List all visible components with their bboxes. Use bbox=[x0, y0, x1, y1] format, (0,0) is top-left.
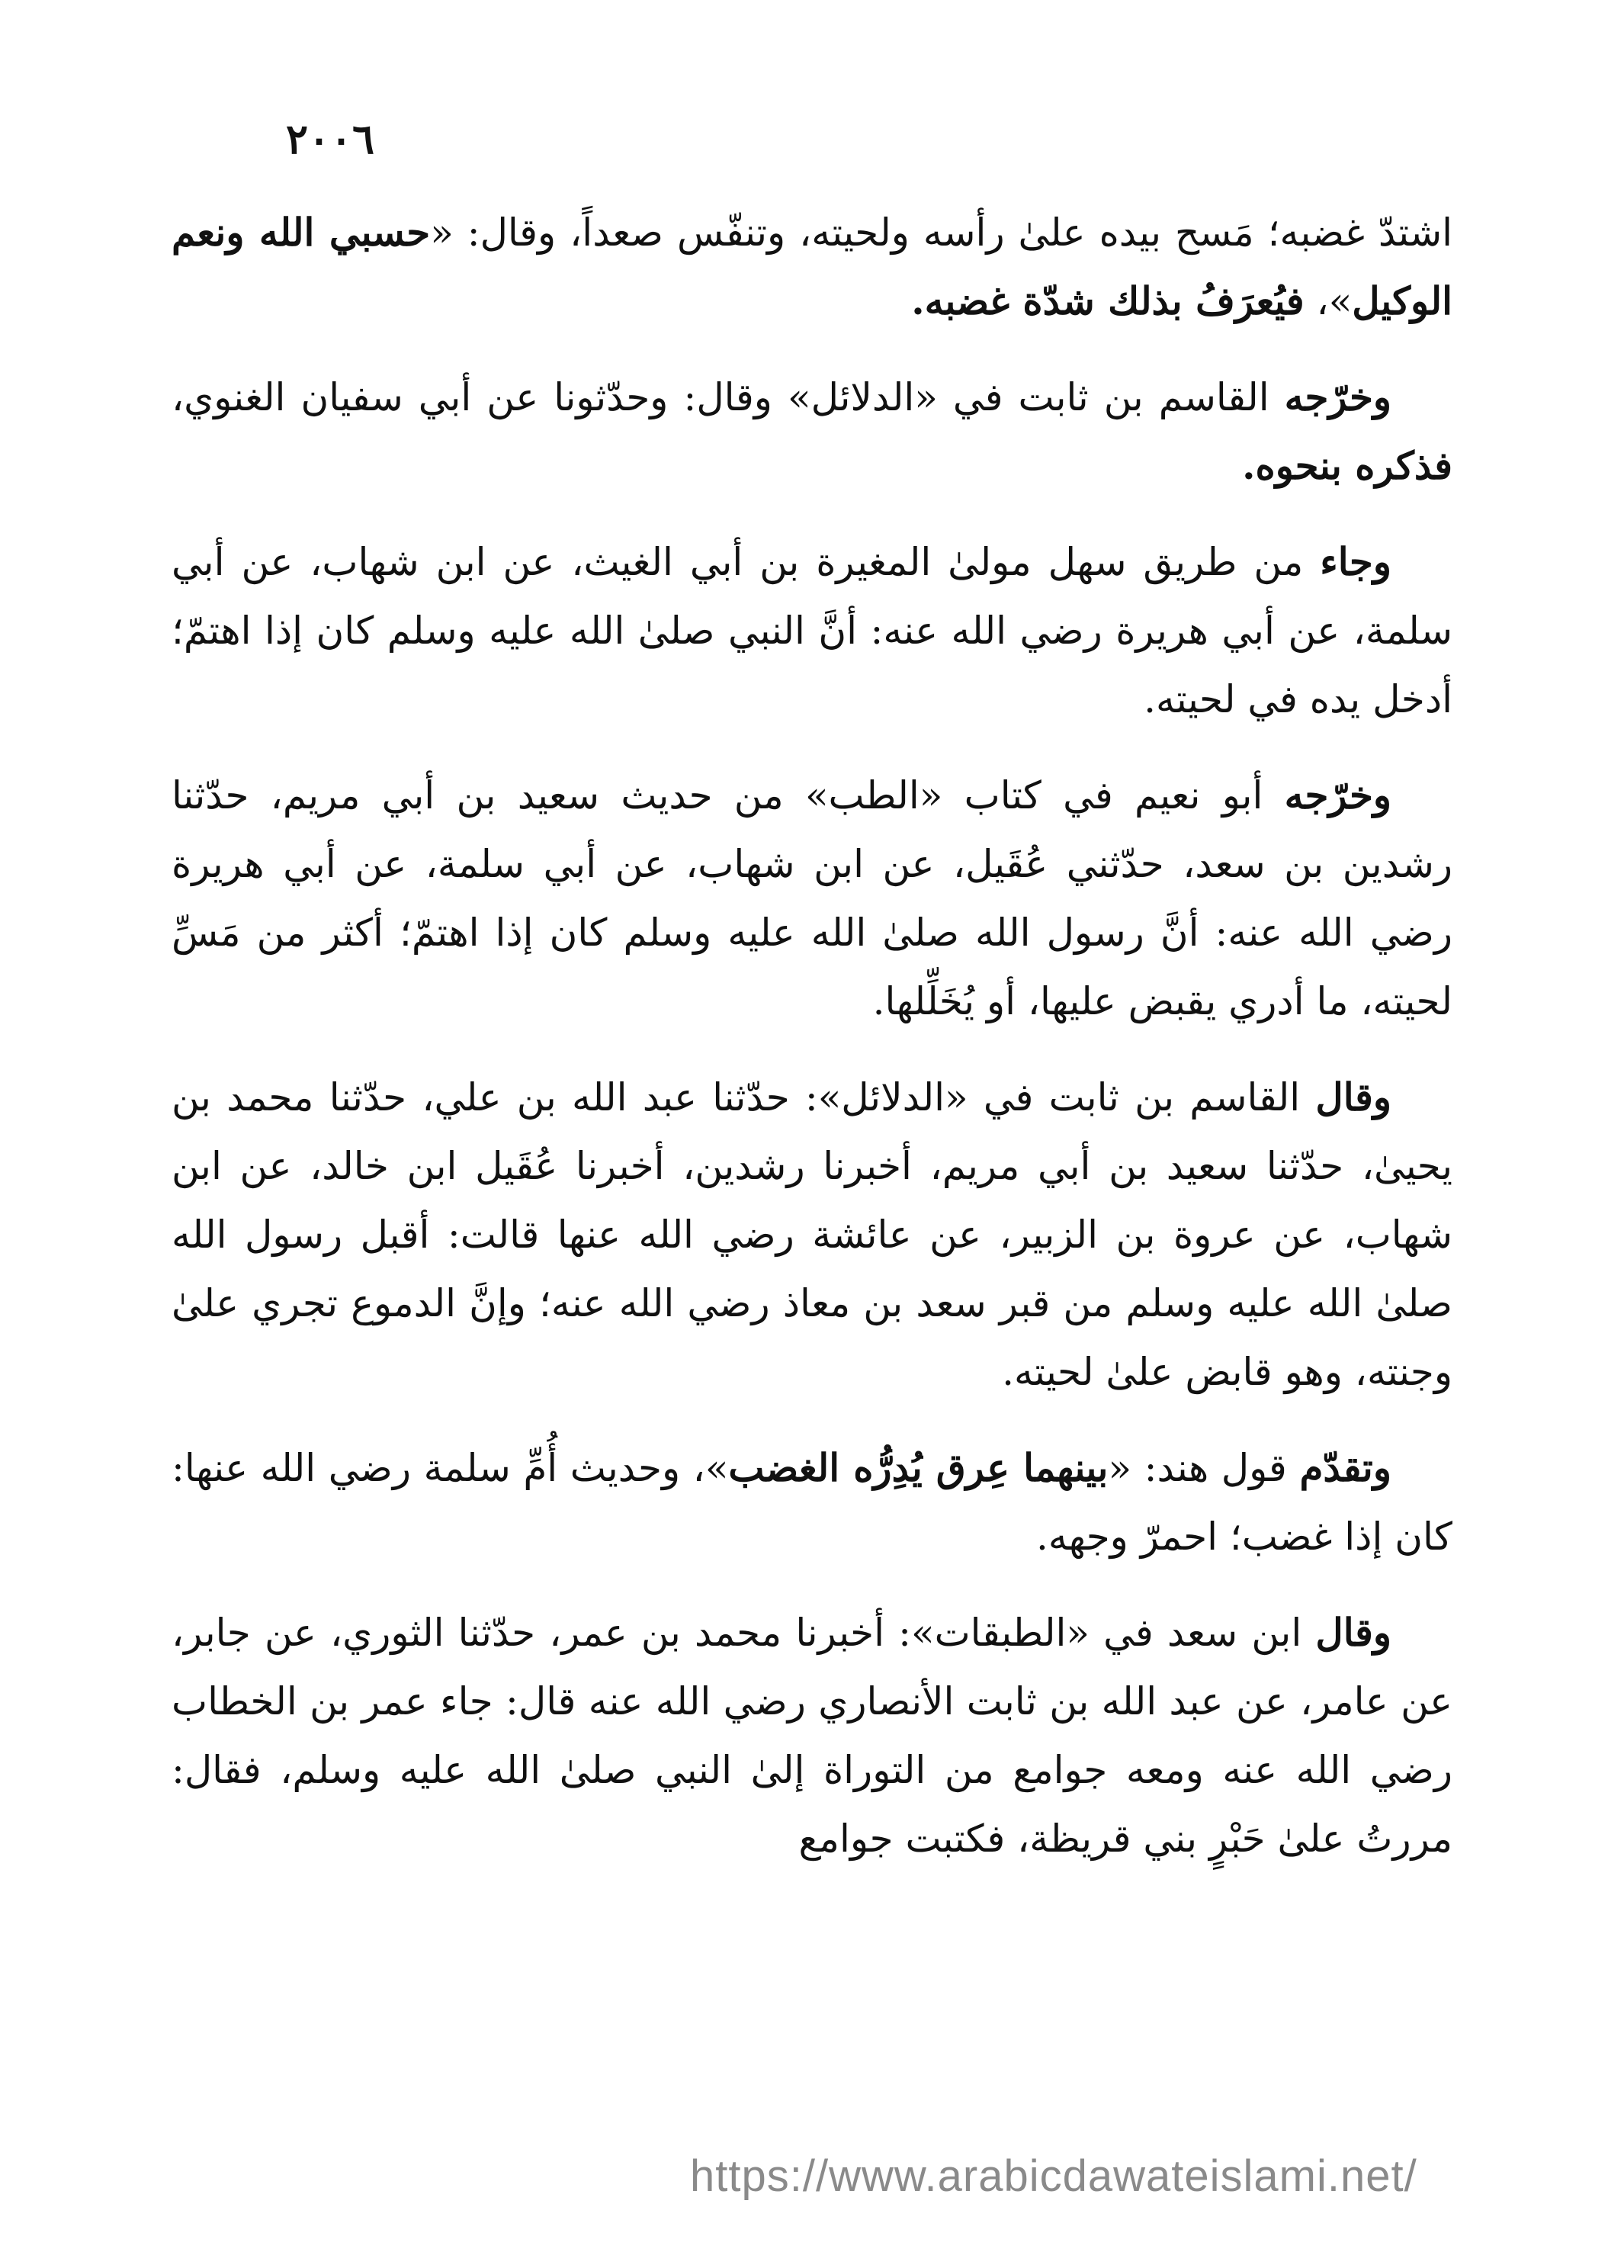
paragraph bbox=[172, 1434, 1452, 1571]
lead-word: وجاء bbox=[1320, 539, 1391, 584]
paragraph-text: من طريق سهل مولىٰ المغيرة بن أبي الغيث، عن ابن شهاب، عن أبي سلمة، عن أبي هريرة رضي الله عنه: أنَّ النبي صلىٰ الله عليه وسلم كان إذا اهتمّ؛ أدخل يده في لحيته. bbox=[172, 540, 1452, 721]
paragraph-text: اشتدّ غضبه؛ مَسح بيده علىٰ رأسه ولحيته، وتنفّس صعداً، وقال: « bbox=[430, 210, 1452, 255]
page-number: ٢٠٠٦ bbox=[286, 114, 375, 163]
paragraph bbox=[172, 363, 1452, 500]
paragraph-text: »، وحديث أُمِّ سلمة رضي الله عنها: كان إذا غضب؛ احمرّ وجهه. bbox=[172, 1446, 1452, 1559]
lead-word: وتقدّم bbox=[1299, 1445, 1391, 1490]
paragraph bbox=[172, 1598, 1452, 1873]
paragraph bbox=[172, 761, 1452, 1036]
paragraph-text: القاسم بن ثابت في «الدلائل»: حدّثنا عبد الله بن علي، حدّثنا محمد بن يحيىٰ، حدّثنا سعيد بن أبي مريم، أخبرنا رشدين، أخبرنا عُقَيل ابن خالد، عن ابن شهاب، عن عروة بن الزبير، عن عائشة رضي الله عنها قالت: أقبل رسول الله صلىٰ الله عليه وسلم من قبر سعد بن معاذ رضي الله عنه؛ وإنَّ الدموع تجري علىٰ وجنته، وهو قابض علىٰ لحيته. bbox=[172, 1075, 1452, 1394]
quoted-text: بينهما عِرق يُدِرُّه الغضب bbox=[728, 1445, 1109, 1490]
paragraph bbox=[172, 198, 1452, 336]
lead-word: وقال bbox=[1315, 1075, 1391, 1120]
paragraph-text: فيُعرَفُ بذلك شدّة غضبه. bbox=[911, 278, 1305, 323]
paragraph-text: فذكره بنحوه. bbox=[1242, 443, 1452, 488]
lead-word: وقال bbox=[1315, 1610, 1391, 1655]
paragraph-text: القاسم بن ثابت في «الدلائل» وقال: وحدّثونا عن أبي سفيان الغنوي، bbox=[172, 375, 1285, 419]
quoted-text: حسبي الله ونعم الوكيل bbox=[172, 210, 1452, 323]
paragraph-text: أبو نعيم في كتاب «الطب» من حديث سعيد بن أبي مريم، حدّثنا رشدين بن سعد، حدّثني عُقَيل، عن ابن شهاب، عن أبي سلمة، عن أبي هريرة رضي الله عنه: أنَّ رسول الله صلىٰ الله عليه وسلم كان إذا اهتمّ؛ أكثر من مَسِّ لحيته، ما أدري يقبض عليها، أو يُخَلِّلها. bbox=[172, 773, 1452, 1023]
paragraph-text: »، bbox=[1304, 279, 1353, 323]
paragraph bbox=[172, 528, 1452, 734]
lead-word: وخرّجه bbox=[1284, 374, 1391, 419]
lead-word: وخرّجه bbox=[1284, 773, 1391, 818]
watermark-url: https://www.arabicdawateislami.net/ bbox=[690, 2151, 1417, 2201]
body-text bbox=[172, 198, 1452, 1900]
paragraph-text: ابن سعد في «الطبقات»: أخبرنا محمد بن عمر، حدّثنا الثوري، عن جابر، عن عامر، عن عبد الله بن ثابت الأنصاري رضي الله عنه قال: جاء عمر بن الخطاب رضي الله عنه ومعه جوامع من التوراة إلىٰ النبي صلىٰ الله عليه وسلم، فقال: مررتُ علىٰ حَبْرٍ بني قريظة، فكتبت جوامع bbox=[172, 1611, 1452, 1861]
paragraph bbox=[172, 1063, 1452, 1406]
paragraph-text: قول هند: « bbox=[1108, 1446, 1300, 1490]
